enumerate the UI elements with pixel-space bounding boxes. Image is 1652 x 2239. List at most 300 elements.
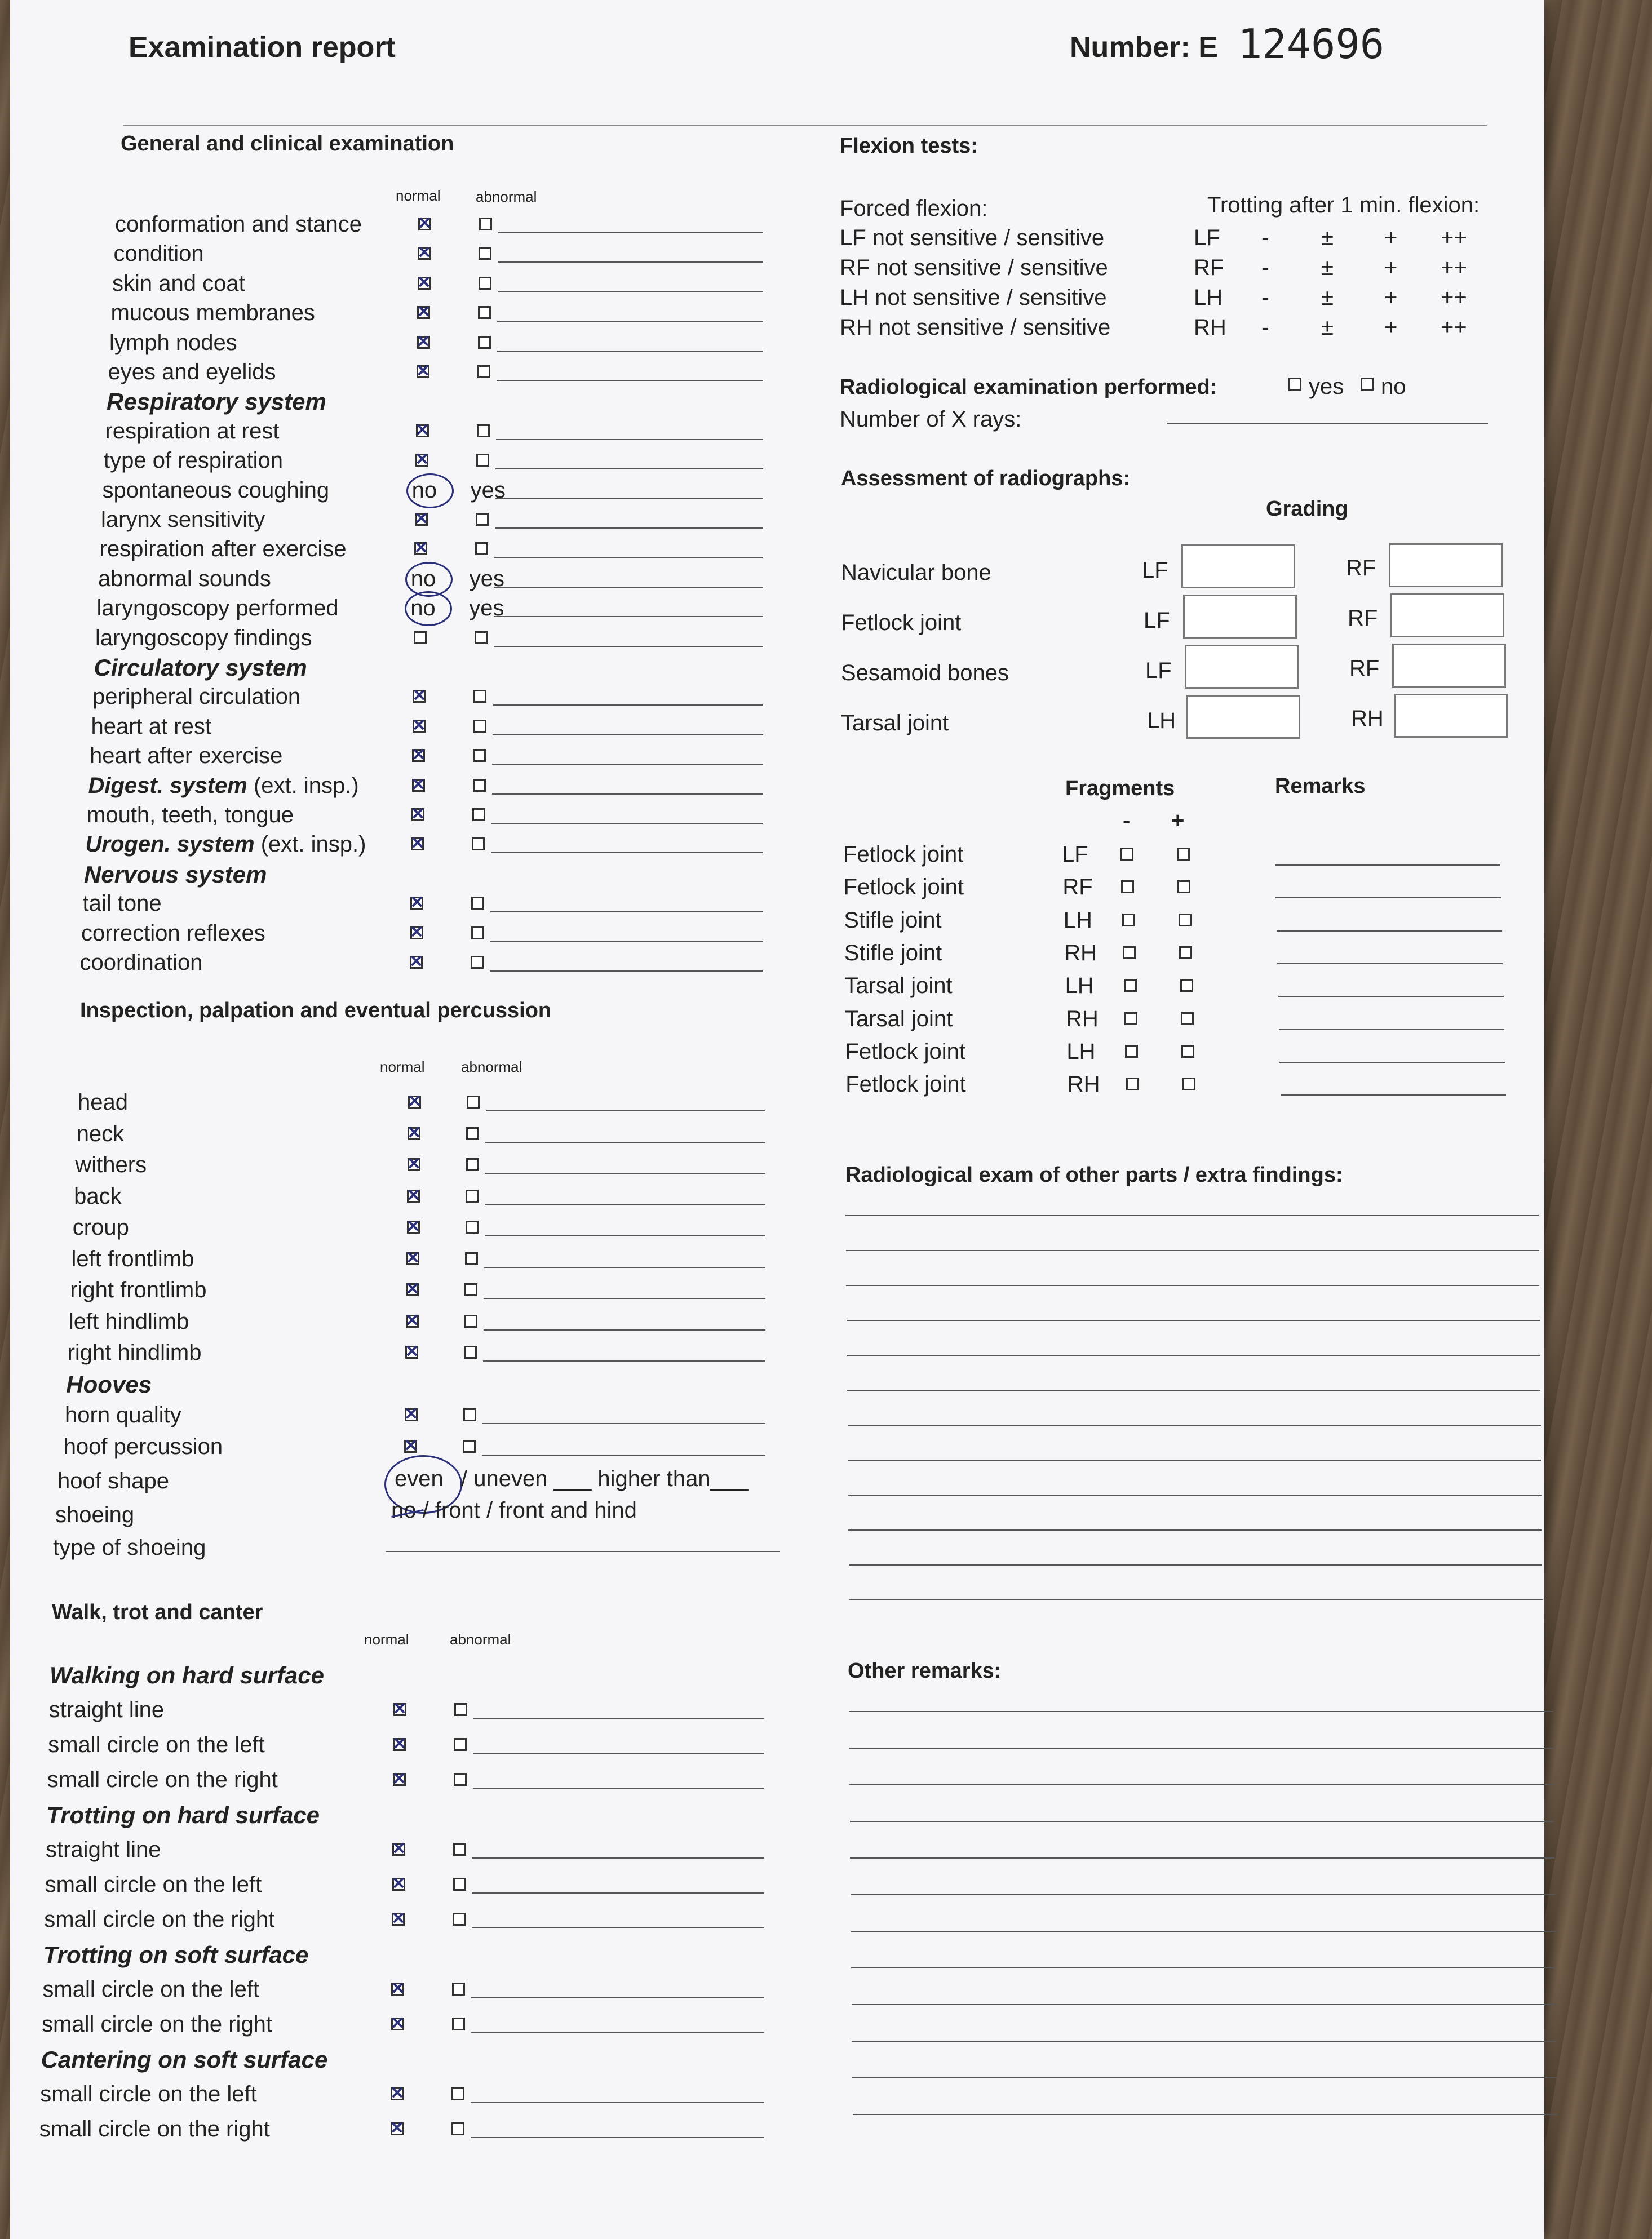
no-option[interactable]: no (411, 477, 437, 503)
normal-checkbox[interactable] (412, 749, 425, 762)
abnormal-note-line[interactable] (498, 232, 763, 233)
normal-checkbox[interactable] (410, 897, 423, 910)
abnormal-note-line[interactable] (473, 1753, 764, 1754)
row-label (44, 1908, 274, 1931)
abnormal-note-line[interactable] (497, 351, 763, 352)
page-title: Examination report (129, 31, 396, 64)
abnormal-note-line[interactable] (482, 1423, 765, 1424)
row-label-text: laryngoscopy performed (96, 596, 339, 621)
abnormal-note-line[interactable] (493, 734, 763, 735)
fragment-remark-line[interactable] (1279, 1062, 1505, 1063)
row-label (103, 479, 330, 502)
row-label-text: neck (76, 1121, 125, 1146)
xrays-field[interactable] (1167, 423, 1488, 424)
normal-checkbox[interactable] (406, 1252, 419, 1265)
normal-checkbox[interactable] (413, 690, 426, 703)
flexion-scale-option[interactable]: ++ (1441, 225, 1467, 250)
abnormal-checkbox[interactable] (454, 1773, 467, 1786)
normal-checkbox[interactable] (406, 1315, 419, 1328)
normal-checkbox[interactable] (417, 306, 430, 319)
abnormal-checkbox[interactable] (466, 1158, 479, 1171)
abnormal-checkbox[interactable] (466, 1190, 479, 1203)
row-label (78, 1091, 128, 1114)
row-label (104, 449, 283, 472)
other-remarks-line[interactable] (850, 1821, 1554, 1822)
abnormal-note-line[interactable] (491, 823, 763, 824)
abnormal-checkbox[interactable] (451, 2122, 464, 2135)
flexion-scale-option[interactable]: ++ (1441, 255, 1467, 280)
row-label (112, 272, 245, 295)
grading-box-left[interactable] (1186, 695, 1300, 739)
normal-checkbox[interactable] (410, 926, 423, 939)
assessment-left-leg: LF (1144, 608, 1170, 633)
fragment-minus-checkbox[interactable] (1120, 848, 1133, 861)
row-label-text: left hindlimb (68, 1309, 189, 1334)
normal-checkbox[interactable] (414, 631, 427, 644)
abnormal-checkbox[interactable] (479, 247, 491, 260)
abnormal-note-line[interactable] (494, 616, 763, 617)
assessment-right-leg: RF (1349, 656, 1380, 681)
abnormal-checkbox[interactable] (466, 1127, 479, 1140)
normal-checkbox[interactable] (407, 1190, 420, 1203)
normal-checkbox[interactable] (393, 1738, 406, 1751)
abnormal-note-line[interactable] (496, 439, 763, 440)
other-remarks-line[interactable] (851, 1931, 1556, 1932)
abnormal-note-line[interactable] (494, 587, 763, 588)
row-label (40, 2083, 257, 2105)
abnormal-checkbox[interactable] (471, 956, 484, 969)
section-heading: Nervous system (84, 861, 267, 888)
fragment-minus-checkbox[interactable] (1126, 1078, 1139, 1090)
flexion-row-label: RH not sensitive / sensitive (840, 315, 1111, 340)
flexion-scale-option[interactable]: + (1384, 225, 1398, 250)
fragment-remark-line[interactable] (1277, 930, 1502, 932)
fragments-plus: + (1171, 808, 1185, 833)
assessment-heading: Assessment of radiographs: (841, 467, 1131, 490)
general-col-normal: normal (396, 187, 441, 204)
normal-checkbox[interactable] (391, 1983, 404, 1996)
abnormal-checkbox[interactable] (478, 336, 491, 349)
yes-option[interactable]: yes (469, 566, 505, 591)
flexion-scale-option[interactable]: ± (1321, 225, 1334, 250)
normal-checkbox[interactable] (416, 424, 429, 437)
radiological-yes-label: yes (1309, 374, 1344, 399)
flexion-scale-option[interactable]: - (1261, 315, 1269, 340)
row-label-text: lymph nodes (109, 330, 237, 355)
row-label (45, 1873, 262, 1896)
normal-checkbox[interactable] (418, 247, 431, 260)
abnormal-note-line[interactable] (483, 1360, 765, 1362)
abnormal-checkbox[interactable] (464, 1346, 477, 1359)
xrays-label: Number of X rays: (840, 407, 1022, 432)
section-heading: Cantering on soft surface (41, 2046, 328, 2073)
abnormal-checkbox[interactable] (477, 365, 490, 378)
row-label-text: larynx sensitivity (101, 507, 265, 532)
abnormal-checkbox[interactable] (479, 277, 491, 290)
abnormal-note-line[interactable] (482, 1455, 765, 1456)
row-label-text: head (78, 1090, 128, 1115)
walk-col-abnormal: abnormal (450, 1631, 511, 1648)
normal-checkbox[interactable] (408, 1127, 420, 1140)
abnormal-note-line[interactable] (490, 911, 763, 912)
row-label (46, 1838, 161, 1861)
fragment-minus-checkbox[interactable] (1123, 946, 1136, 959)
fragment-remark-line[interactable] (1281, 1094, 1506, 1096)
abnormal-note-line[interactable] (490, 970, 763, 972)
fragment-remark-line[interactable] (1278, 996, 1504, 997)
abnormal-checkbox[interactable] (453, 1878, 466, 1891)
normal-checkbox[interactable] (405, 1408, 418, 1421)
normal-checkbox[interactable] (418, 277, 431, 290)
abnormal-checkbox[interactable] (473, 690, 486, 703)
abnormal-note-line[interactable] (472, 1927, 764, 1928)
normal-checkbox[interactable] (407, 1221, 420, 1234)
normal-checkbox[interactable] (413, 720, 426, 733)
abnormal-note-line[interactable] (490, 941, 763, 942)
flexion-scale-option[interactable]: - (1261, 285, 1269, 310)
abnormal-checkbox[interactable] (454, 1738, 467, 1751)
row-label-text: right hindlimb (67, 1340, 202, 1365)
other-remarks-line[interactable] (849, 1748, 1554, 1749)
hoof-shape-options: / uneven ___ higher than___ (461, 1466, 749, 1491)
abnormal-note-line[interactable] (498, 291, 763, 292)
normal-checkbox[interactable] (392, 1878, 405, 1891)
abnormal-checkbox[interactable] (452, 2018, 465, 2030)
no-option[interactable]: no (410, 596, 436, 621)
row-label-text: small circle on the left (45, 1872, 262, 1897)
abnormal-checkbox[interactable] (471, 926, 484, 939)
normal-checkbox[interactable] (391, 2122, 404, 2135)
fragment-plus-checkbox[interactable] (1177, 880, 1190, 893)
row-label-text: mucous membranes (110, 300, 315, 326)
abnormal-checkbox[interactable] (473, 779, 486, 792)
other-remarks-line[interactable] (852, 2077, 1557, 2078)
other-remarks-line[interactable] (849, 1711, 1553, 1712)
row-label-text: small circle on the right (39, 2117, 270, 2142)
abnormal-checkbox[interactable] (464, 1283, 477, 1296)
extra-findings-line[interactable] (845, 1215, 1539, 1216)
other-remarks-line[interactable] (851, 1894, 1555, 1895)
row-label (75, 1154, 147, 1176)
assessment-row-label: Navicular bone (841, 560, 991, 585)
normal-checkbox[interactable] (415, 454, 428, 467)
abnormal-checkbox[interactable] (453, 1843, 466, 1856)
number-label: Number: E (1070, 31, 1218, 64)
fragment-plus-checkbox[interactable] (1182, 1078, 1195, 1090)
normal-checkbox[interactable] (393, 1703, 406, 1716)
other-remarks-line[interactable] (852, 2004, 1556, 2005)
normal-checkbox[interactable] (392, 1843, 405, 1856)
fragment-remark-line[interactable] (1277, 963, 1503, 964)
fragment-minus-checkbox[interactable] (1124, 979, 1137, 992)
row-label-text: small circle on the left (48, 1732, 265, 1757)
flexion-scale-option[interactable]: + (1384, 285, 1398, 310)
grading-box-right[interactable] (1390, 593, 1504, 637)
walk-col-normal: normal (364, 1631, 409, 1648)
abnormal-note-line[interactable] (484, 1329, 765, 1331)
other-remarks-line[interactable] (853, 2114, 1557, 2115)
abnormal-note-line[interactable] (497, 321, 763, 322)
extra-findings-line[interactable] (849, 1599, 1543, 1600)
normal-checkbox[interactable] (408, 1096, 421, 1109)
abnormal-note-line[interactable] (495, 468, 763, 469)
abnormal-checkbox[interactable] (473, 720, 486, 733)
abnormal-note-line[interactable] (494, 646, 763, 647)
inspection-col-abnormal: abnormal (461, 1058, 522, 1075)
abnormal-note-line[interactable] (485, 1235, 765, 1236)
report-number: 124696 (1238, 20, 1385, 68)
fragment-plus-checkbox[interactable] (1181, 1045, 1194, 1058)
flexion-scale-option[interactable]: ++ (1441, 315, 1467, 340)
section-heading: Walking on hard surface (50, 1662, 324, 1688)
abnormal-note-line[interactable] (495, 498, 763, 499)
abnormal-checkbox[interactable] (464, 1315, 477, 1328)
row-label-text: eyes and eyelids (108, 360, 276, 384)
grading-box-left[interactable] (1183, 595, 1297, 639)
flexion-scale-option[interactable]: ++ (1441, 285, 1467, 310)
row-label (95, 627, 312, 649)
extra-findings-line[interactable] (847, 1355, 1540, 1356)
abnormal-note-line[interactable] (498, 261, 763, 263)
extra-findings-line[interactable] (848, 1495, 1542, 1496)
abnormal-note-line[interactable] (485, 1142, 765, 1143)
assessment-right-leg: RH (1351, 706, 1384, 731)
abnormal-checkbox[interactable] (475, 542, 488, 555)
abnormal-checkbox[interactable] (476, 513, 489, 526)
yes-option[interactable]: yes (470, 477, 506, 503)
fragment-row-label: Tarsal joint (845, 1006, 953, 1031)
extra-findings-line[interactable] (848, 1529, 1542, 1531)
abnormal-checkbox[interactable] (453, 1913, 466, 1926)
header-divider (123, 125, 1487, 126)
fragment-plus-checkbox[interactable] (1179, 914, 1192, 926)
abnormal-checkbox[interactable] (472, 837, 485, 850)
fragment-leg: LH (1066, 1039, 1096, 1064)
row-label (70, 1279, 206, 1301)
row-label-text: Urogen. system (85, 832, 255, 857)
grading-box-right[interactable] (1392, 644, 1506, 688)
fragment-row-label: Stifle joint (844, 907, 942, 933)
abnormal-checkbox[interactable] (451, 2087, 464, 2100)
extra-findings-line[interactable] (847, 1390, 1540, 1391)
abnormal-checkbox[interactable] (463, 1440, 476, 1453)
row-label-text: peripheral circulation (92, 684, 301, 710)
abnormal-checkbox[interactable] (476, 454, 489, 467)
abnormal-note-line[interactable] (473, 1788, 764, 1789)
radiological-no-label: no (1381, 374, 1406, 399)
row-label-text: respiration at rest (105, 418, 280, 444)
other-remarks-line[interactable] (852, 2041, 1556, 2042)
fragment-plus-checkbox[interactable] (1177, 848, 1190, 861)
abnormal-note-line[interactable] (491, 852, 763, 853)
row-label-text: withers (75, 1152, 147, 1177)
abnormal-note-line[interactable] (471, 2032, 764, 2033)
abnormal-checkbox[interactable] (477, 424, 490, 437)
normal-checkbox[interactable] (417, 365, 429, 378)
fragment-remark-line[interactable] (1275, 897, 1501, 898)
normal-checkbox[interactable] (408, 1158, 420, 1171)
row-label-text: horn quality (65, 1403, 181, 1427)
flexion-scale-option[interactable]: + (1384, 255, 1398, 280)
normal-checkbox[interactable] (410, 956, 423, 969)
normal-checkbox[interactable] (411, 837, 424, 850)
abnormal-note-line[interactable] (497, 380, 763, 381)
abnormal-note-line[interactable] (471, 2102, 764, 2103)
row-label-text: small circle on the right (47, 1767, 278, 1792)
fragment-leg: RH (1064, 940, 1097, 965)
normal-checkbox[interactable] (405, 1346, 418, 1359)
row-label (114, 242, 204, 265)
fragment-plus-checkbox[interactable] (1179, 946, 1192, 959)
flexion-leg: LF (1194, 225, 1220, 250)
normal-checkbox[interactable] (391, 2018, 404, 2030)
general-col-abnormal: abnormal (476, 188, 537, 205)
row-label (47, 1768, 278, 1791)
assessment-right-leg: RF (1348, 606, 1378, 631)
normal-checkbox[interactable] (406, 1283, 419, 1296)
abnormal-note-line[interactable] (493, 704, 763, 706)
abnormal-note-line[interactable] (484, 1267, 765, 1268)
grading-box-right[interactable] (1389, 543, 1503, 587)
extra-findings-line[interactable] (846, 1285, 1539, 1286)
flexion-row-label: LF not sensitive / sensitive (840, 225, 1105, 250)
other-remarks-heading: Other remarks: (848, 1659, 1002, 1683)
row-label (77, 1123, 125, 1145)
section-heading: Trotting on soft surface (43, 1941, 309, 1968)
abnormal-note-line[interactable] (485, 1173, 765, 1174)
abnormal-note-line[interactable] (472, 1892, 764, 1894)
fragment-minus-checkbox[interactable] (1124, 1012, 1137, 1025)
row-label (101, 508, 265, 531)
flexion-scale-option[interactable]: ± (1321, 315, 1334, 340)
fragment-row-label: Tarsal joint (844, 973, 953, 999)
abnormal-checkbox[interactable] (452, 1983, 465, 1996)
no-option[interactable]: no (410, 566, 436, 591)
row-label (42, 2013, 272, 2036)
radiological-yes-checkbox[interactable] (1288, 378, 1301, 391)
other-remarks-line[interactable] (849, 1784, 1554, 1785)
abnormal-checkbox[interactable] (478, 306, 491, 319)
normal-checkbox[interactable] (418, 218, 431, 230)
normal-checkbox[interactable] (415, 513, 428, 526)
flexion-row-label: RF not sensitive / sensitive (840, 255, 1108, 280)
flexion-scale-option[interactable]: ± (1321, 285, 1334, 310)
abnormal-note-line[interactable] (494, 557, 763, 558)
flexion-scale-option[interactable]: + (1384, 315, 1398, 340)
grading-box-left[interactable] (1181, 544, 1295, 588)
row-label-text: heart at rest (91, 713, 211, 739)
abnormal-checkbox[interactable] (471, 897, 484, 910)
normal-checkbox[interactable] (411, 808, 424, 821)
row-label (111, 302, 315, 324)
grading-box-left[interactable] (1185, 645, 1299, 689)
normal-checkbox[interactable] (393, 1773, 406, 1786)
fragment-minus-checkbox[interactable] (1121, 880, 1134, 893)
other-remarks-line[interactable] (851, 1967, 1556, 1968)
row-label-text: straight line (48, 1697, 165, 1722)
abnormal-checkbox[interactable] (465, 1252, 478, 1265)
other-remarks-line[interactable] (850, 1857, 1554, 1859)
grading-box-right[interactable] (1394, 694, 1508, 738)
flexion-scale-option[interactable]: ± (1321, 255, 1334, 280)
assessment-row-label: Tarsal joint (841, 711, 949, 735)
assessment-row-label: Sesamoid bones (841, 660, 1009, 685)
flexion-leg: LH (1194, 285, 1223, 310)
row-label-text: heart after exercise (90, 743, 283, 769)
abnormal-note-line[interactable] (486, 1110, 765, 1111)
row-label (97, 597, 339, 619)
flexion-leg: RF (1194, 255, 1224, 280)
fragment-minus-checkbox[interactable] (1122, 914, 1135, 926)
row-label-suffix: (ext. insp.) (254, 832, 366, 857)
section-heading: Hooves (66, 1371, 152, 1398)
normal-checkbox[interactable] (417, 336, 430, 349)
abnormal-note-line[interactable] (485, 1204, 765, 1205)
row-label (92, 685, 300, 708)
normal-checkbox[interactable] (391, 2087, 404, 2100)
row-label (80, 951, 203, 974)
section-heading: Respiratory system (107, 388, 326, 415)
abnormal-note-line[interactable] (471, 2137, 764, 2138)
abnormal-checkbox[interactable] (473, 749, 486, 762)
row-label (74, 1185, 122, 1208)
abnormal-note-line[interactable] (484, 1298, 765, 1299)
assessment-row-label: Fetlock joint (841, 610, 962, 635)
yes-option[interactable]: yes (469, 596, 504, 621)
fragment-plus-checkbox[interactable] (1181, 1012, 1194, 1025)
normal-checkbox[interactable] (412, 779, 425, 792)
normal-checkbox[interactable] (404, 1440, 417, 1453)
extra-findings-line[interactable] (846, 1250, 1539, 1251)
extra-findings-line[interactable] (848, 1425, 1541, 1426)
abnormal-note-line[interactable] (492, 793, 763, 795)
abnormal-checkbox[interactable] (472, 808, 485, 821)
no-selected-circle (405, 591, 452, 626)
abnormal-note-line[interactable] (473, 1718, 764, 1719)
fragment-remark-line[interactable] (1279, 1029, 1504, 1030)
radiological-no-checkbox[interactable] (1361, 378, 1374, 391)
flexion-scale-option[interactable]: - (1261, 225, 1269, 250)
abnormal-checkbox[interactable] (467, 1096, 480, 1109)
extra-findings-line[interactable] (848, 1460, 1541, 1461)
row-label (73, 1216, 129, 1239)
flexion-scale-option[interactable]: - (1261, 255, 1269, 280)
shoeing-label: shoeing (55, 1502, 135, 1527)
fragment-remark-line[interactable] (1275, 864, 1500, 866)
row-label (42, 1978, 259, 2001)
abnormal-note-line[interactable] (492, 764, 763, 765)
abnormal-checkbox[interactable] (479, 218, 492, 230)
row-label (109, 331, 237, 354)
abnormal-note-line[interactable] (471, 1997, 764, 1998)
type-of-shoeing-line[interactable] (386, 1551, 780, 1552)
abnormal-note-line[interactable] (495, 527, 763, 529)
abnormal-checkbox[interactable] (466, 1221, 479, 1234)
abnormal-note-line[interactable] (472, 1857, 764, 1859)
fragment-minus-checkbox[interactable] (1125, 1045, 1138, 1058)
abnormal-checkbox[interactable] (454, 1703, 467, 1716)
fragment-row-label: Fetlock joint (845, 1039, 966, 1064)
fragment-plus-checkbox[interactable] (1180, 979, 1193, 992)
row-label-text: tail tone (82, 891, 162, 916)
abnormal-checkbox[interactable] (475, 631, 488, 644)
fragment-leg: LH (1065, 973, 1094, 999)
normal-checkbox[interactable] (392, 1913, 405, 1926)
extra-findings-line[interactable] (847, 1320, 1540, 1321)
extra-findings-line[interactable] (849, 1564, 1542, 1566)
normal-checkbox[interactable] (414, 542, 427, 555)
abnormal-checkbox[interactable] (463, 1408, 476, 1421)
